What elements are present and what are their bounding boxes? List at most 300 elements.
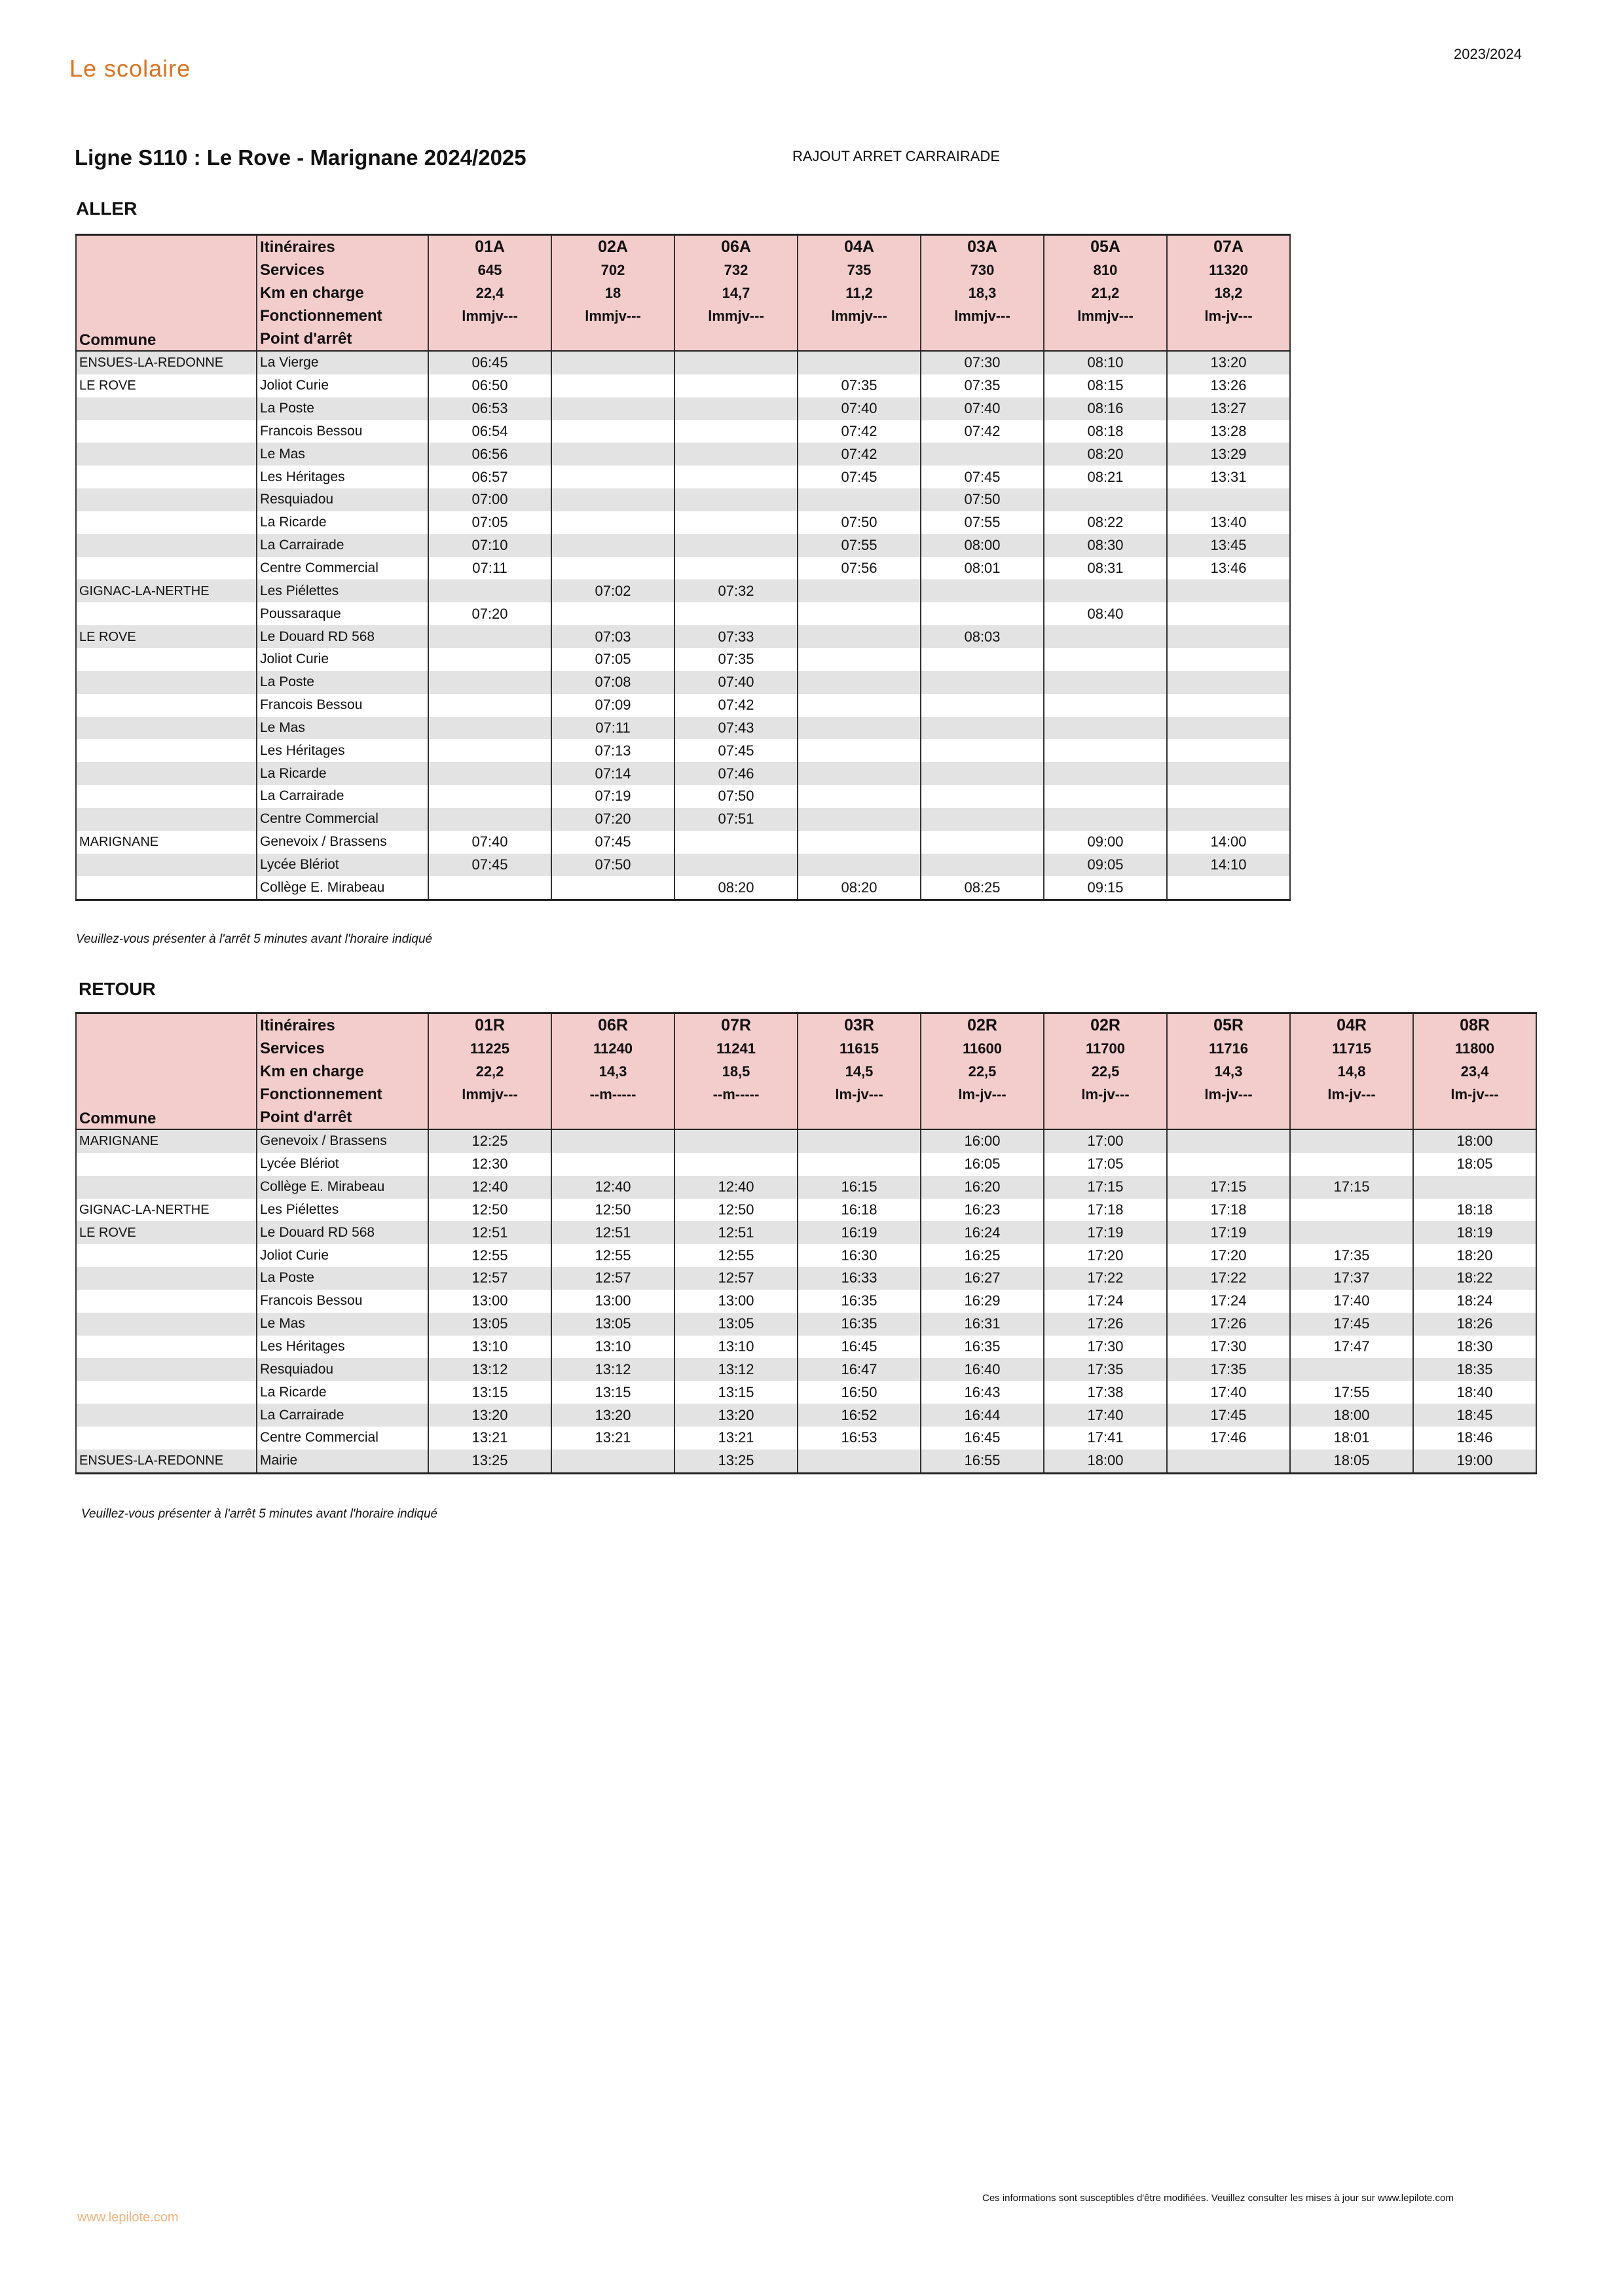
time-cell	[1044, 808, 1167, 831]
column-header-02r	[1044, 1013, 1167, 1130]
time-cell: 18:00	[1290, 1404, 1413, 1427]
time-cell: 18:05	[1413, 1153, 1536, 1176]
table-row	[76, 557, 1290, 580]
time-cell: 07:30	[921, 351, 1044, 374]
stop-cell: Francois Bessou	[257, 1290, 428, 1313]
time-cell: 08:00	[921, 534, 1044, 557]
time-cell: 17:00	[1044, 1129, 1167, 1153]
time-cell	[674, 420, 798, 443]
table-row	[76, 1199, 1536, 1222]
time-cell: 18:00	[1044, 1449, 1167, 1473]
stop-cell: Le Mas	[257, 717, 428, 740]
time-cell: 08:20	[674, 876, 798, 900]
stop-cell: Poussaraque	[257, 602, 428, 625]
column-km: 14,3	[599, 1063, 627, 1080]
time-cell: 17:18	[1167, 1199, 1290, 1222]
time-cell	[798, 854, 921, 877]
time-cell: 07:19	[551, 785, 674, 808]
stop-cell: La Carrairade	[257, 534, 428, 557]
time-cell: 09:00	[1044, 831, 1167, 854]
time-cell	[551, 374, 674, 397]
aller-disclaimer: Veuillez-vous présenter à l'arrêt 5 minutes avant l'horaire indiqué	[76, 932, 433, 946]
time-cell	[798, 671, 921, 694]
time-cell: 16:15	[798, 1176, 921, 1199]
commune-cell	[76, 1267, 257, 1290]
time-cell: 12:40	[674, 1176, 798, 1199]
time-cell: 07:50	[674, 785, 798, 808]
time-cell	[674, 557, 798, 580]
retour-timetable	[75, 1012, 1537, 1474]
column-itin: 01R	[475, 1016, 505, 1034]
time-cell: 13:25	[428, 1449, 551, 1473]
column-itin: 07R	[721, 1016, 751, 1034]
time-cell: 07:42	[798, 420, 921, 443]
stop-cell: La Carrairade	[257, 1404, 428, 1427]
time-cell	[551, 557, 674, 580]
column-header-08r	[1413, 1013, 1536, 1130]
stop-cell: Collège E. Mirabeau	[257, 1176, 428, 1199]
time-cell: 07:35	[798, 374, 921, 397]
commune-cell	[76, 717, 257, 740]
time-cell: 18:18	[1413, 1199, 1536, 1222]
time-cell: 07:40	[428, 831, 551, 854]
time-cell: 13:05	[428, 1313, 551, 1336]
column-km: 18,2	[1214, 285, 1243, 301]
stop-cell: Resquiadou	[257, 1358, 428, 1381]
time-cell: 12:51	[428, 1221, 551, 1244]
table-row	[76, 1381, 1536, 1404]
time-cell: 13:21	[428, 1427, 551, 1449]
time-cell	[1167, 671, 1290, 694]
time-cell: 13:45	[1167, 534, 1290, 557]
time-cell	[674, 374, 798, 397]
time-cell: 16:35	[798, 1313, 921, 1336]
commune-cell	[76, 1427, 257, 1449]
time-cell: 12:55	[551, 1244, 674, 1267]
column-header-05a	[1044, 235, 1167, 352]
commune-cell	[76, 1381, 257, 1404]
time-cell	[1167, 602, 1290, 625]
table-row	[76, 1153, 1536, 1176]
time-cell	[1044, 739, 1167, 762]
aller-section-label: ALLER	[76, 198, 138, 219]
time-cell	[1167, 648, 1290, 671]
time-cell: 17:15	[1290, 1176, 1413, 1199]
time-cell	[551, 1153, 674, 1176]
column-service: 11716	[1209, 1040, 1248, 1057]
time-cell: 16:40	[921, 1358, 1044, 1381]
column-km: 22,2	[475, 1063, 504, 1080]
time-cell: 16:23	[921, 1199, 1044, 1222]
time-cell: 12:40	[551, 1176, 674, 1199]
column-km: 18,3	[968, 285, 997, 301]
time-cell: 07:51	[674, 808, 798, 831]
commune-cell	[76, 671, 257, 694]
column-header-06a	[674, 235, 798, 352]
time-cell	[1044, 579, 1167, 602]
table-row	[76, 443, 1290, 465]
time-cell: 13:00	[551, 1290, 674, 1313]
time-cell	[674, 465, 798, 488]
table-row	[76, 351, 1290, 374]
time-cell: 07:40	[921, 397, 1044, 420]
stop-cell: Resquiadou	[257, 488, 428, 511]
table-row	[76, 831, 1290, 854]
time-cell: 13:10	[674, 1336, 798, 1358]
commune-cell	[76, 1176, 257, 1199]
stop-cell: Le Mas	[257, 1313, 428, 1336]
time-cell	[551, 351, 674, 374]
time-cell: 12:57	[674, 1267, 798, 1290]
time-cell	[798, 1449, 921, 1473]
stop-cell: Le Douard RD 568	[257, 1221, 428, 1244]
time-cell: 17:40	[1044, 1404, 1167, 1427]
stop-cell: La Vierge	[257, 351, 428, 374]
time-cell: 13:20	[1167, 351, 1290, 374]
time-cell	[921, 785, 1044, 808]
time-cell: 16:45	[798, 1336, 921, 1358]
time-cell: 12:57	[428, 1267, 551, 1290]
time-cell: 13:12	[428, 1358, 551, 1381]
time-cell: 08:40	[1044, 602, 1167, 625]
time-cell: 13:28	[1167, 420, 1290, 443]
time-cell: 07:50	[798, 511, 921, 534]
time-cell: 07:05	[551, 648, 674, 671]
commune-header	[76, 235, 257, 352]
time-cell: 13:21	[551, 1427, 674, 1449]
time-cell: 08:03	[921, 625, 1044, 648]
stop-cell: Le Douard RD 568	[257, 625, 428, 648]
time-cell	[1290, 1129, 1413, 1153]
table-row	[76, 1358, 1536, 1381]
column-itin: 08R	[1460, 1016, 1490, 1034]
column-km: 14,7	[722, 285, 750, 301]
time-cell: 07:45	[921, 465, 1044, 488]
commune-cell	[76, 1244, 257, 1267]
time-cell: 13:00	[428, 1290, 551, 1313]
column-itin: 04R	[1337, 1016, 1367, 1034]
time-cell	[921, 602, 1044, 625]
time-cell: 17:37	[1290, 1267, 1413, 1290]
time-cell	[551, 602, 674, 625]
time-cell: 17:46	[1167, 1427, 1290, 1449]
table-row	[76, 1427, 1536, 1449]
time-cell: 16:30	[798, 1244, 921, 1267]
column-fonc: lm-jv---	[1081, 1086, 1130, 1102]
column-fonc: lm-jv---	[1204, 308, 1253, 324]
time-cell	[798, 1129, 921, 1153]
time-cell: 13:05	[551, 1313, 674, 1336]
time-cell: 07:14	[551, 762, 674, 785]
stop-cell: Genevoix / Brassens	[257, 831, 428, 854]
column-header-01r	[428, 1013, 551, 1130]
commune-cell	[76, 397, 257, 420]
table-row	[76, 1267, 1536, 1290]
time-cell: 12:55	[674, 1244, 798, 1267]
time-cell: 13:15	[674, 1381, 798, 1404]
time-cell: 12:51	[674, 1221, 798, 1244]
time-cell: 13:20	[428, 1404, 551, 1427]
commune-cell	[76, 648, 257, 671]
time-cell: 08:01	[921, 557, 1044, 580]
table-row	[76, 1336, 1536, 1358]
time-cell: 16:31	[921, 1313, 1044, 1336]
commune-cell	[76, 465, 257, 488]
time-cell	[1167, 488, 1290, 511]
time-cell	[921, 831, 1044, 854]
time-cell: 07:03	[551, 625, 674, 648]
column-service: 11700	[1086, 1040, 1125, 1057]
time-cell: 17:15	[1044, 1176, 1167, 1199]
stop-cell: Joliot Curie	[257, 374, 428, 397]
time-cell	[921, 739, 1044, 762]
table-row	[76, 762, 1290, 785]
commune-cell: ENSUES-LA-REDONNE	[76, 351, 257, 374]
time-cell	[1167, 762, 1290, 785]
time-cell	[674, 1129, 798, 1153]
time-cell	[551, 397, 674, 420]
column-km: 14,8	[1337, 1063, 1366, 1080]
column-service: 645	[477, 262, 502, 278]
time-cell: 17:45	[1290, 1313, 1413, 1336]
time-cell: 13:12	[674, 1358, 798, 1381]
footer-website[interactable]: www.lepilote.com	[77, 2210, 179, 2225]
time-cell: 09:05	[1044, 854, 1167, 877]
time-cell: 12:30	[428, 1153, 551, 1176]
header-row	[76, 235, 1290, 352]
commune-cell	[76, 1290, 257, 1313]
time-cell	[1290, 1199, 1413, 1222]
column-km: 11,2	[845, 285, 873, 301]
time-cell	[428, 876, 551, 900]
time-cell: 17:35	[1167, 1358, 1290, 1381]
time-cell	[674, 602, 798, 625]
time-cell: 07:05	[428, 511, 551, 534]
column-header-04r	[1290, 1013, 1413, 1130]
time-cell: 16:19	[798, 1221, 921, 1244]
time-cell: 12:25	[428, 1129, 551, 1153]
time-cell: 17:41	[1044, 1427, 1167, 1449]
commune-header-label: Commune	[79, 331, 157, 349]
time-cell: 07:46	[674, 762, 798, 785]
time-cell: 18:35	[1413, 1358, 1536, 1381]
time-cell: 16:35	[798, 1290, 921, 1313]
header-label-0: Itinéraires	[260, 238, 335, 256]
column-fonc: lmmjv---	[462, 1086, 518, 1102]
table-row	[76, 694, 1290, 717]
stop-cell: La Poste	[257, 397, 428, 420]
time-cell: 06:50	[428, 374, 551, 397]
table-row	[76, 420, 1290, 443]
stop-cell: Mairie	[257, 1449, 428, 1473]
time-cell	[921, 762, 1044, 785]
time-cell	[921, 694, 1044, 717]
column-fonc: lm-jv---	[958, 1086, 1006, 1102]
time-cell: 13:31	[1167, 465, 1290, 488]
column-header-03a	[921, 235, 1044, 352]
stop-cell: Francois Bessou	[257, 420, 428, 443]
commune-cell	[76, 739, 257, 762]
time-cell	[798, 351, 921, 374]
time-cell: 07:32	[674, 579, 798, 602]
time-cell: 16:20	[921, 1176, 1044, 1199]
row-labels-header	[257, 235, 428, 352]
time-cell	[551, 1449, 674, 1473]
stop-cell: La Ricarde	[257, 511, 428, 534]
time-cell: 07:09	[551, 694, 674, 717]
time-cell: 13:10	[428, 1336, 551, 1358]
time-cell: 07:10	[428, 534, 551, 557]
commune-cell	[76, 1313, 257, 1336]
time-cell: 07:56	[798, 557, 921, 580]
commune-cell: MARIGNANE	[76, 1129, 257, 1153]
time-cell	[674, 1153, 798, 1176]
time-cell: 07:13	[551, 739, 674, 762]
stop-cell: Les Piélettes	[257, 579, 428, 602]
time-cell: 09:15	[1044, 876, 1167, 900]
time-cell	[1167, 808, 1290, 831]
column-header-02a	[551, 235, 674, 352]
time-cell: 16:43	[921, 1381, 1044, 1404]
table-row	[76, 625, 1290, 648]
time-cell	[551, 443, 674, 465]
time-cell: 06:57	[428, 465, 551, 488]
column-header-07r	[674, 1013, 798, 1130]
time-cell: 13:20	[674, 1404, 798, 1427]
commune-cell: GIGNAC-LA-NERTHE	[76, 1199, 257, 1222]
column-service: 732	[724, 262, 748, 278]
column-km: 22,5	[968, 1063, 997, 1080]
time-cell: 17:30	[1167, 1336, 1290, 1358]
time-cell	[798, 831, 921, 854]
column-km: 22,4	[475, 285, 504, 301]
table-row	[76, 488, 1290, 511]
time-cell: 07:02	[551, 579, 674, 602]
stop-cell: Francois Bessou	[257, 694, 428, 717]
stop-cell: Centre Commercial	[257, 1427, 428, 1449]
time-cell: 17:47	[1290, 1336, 1413, 1358]
time-cell	[921, 648, 1044, 671]
commune-cell	[76, 534, 257, 557]
header-label-3: Fonctionnement	[260, 307, 382, 325]
time-cell: 16:00	[921, 1129, 1044, 1153]
time-cell	[428, 762, 551, 785]
column-header-06r	[551, 1013, 674, 1130]
time-cell	[428, 625, 551, 648]
commune-cell	[76, 876, 257, 900]
time-cell: 07:50	[551, 854, 674, 877]
time-cell: 06:56	[428, 443, 551, 465]
time-cell: 16:52	[798, 1404, 921, 1427]
time-cell	[1044, 671, 1167, 694]
column-km: 21,2	[1091, 285, 1120, 301]
time-cell	[1167, 739, 1290, 762]
time-cell: 16:55	[921, 1449, 1044, 1473]
time-cell	[1167, 579, 1290, 602]
column-service: 11225	[470, 1040, 509, 1057]
retour-disclaimer: Veuillez-vous présenter à l'arrêt 5 minutes avant l'horaire indiqué	[81, 1507, 438, 1521]
time-cell: 13:10	[551, 1336, 674, 1358]
column-itin: 02R	[967, 1016, 997, 1034]
time-cell: 17:24	[1167, 1290, 1290, 1313]
column-itin: 02A	[598, 238, 628, 256]
table-row	[76, 579, 1290, 602]
column-itin: 05A	[1090, 238, 1120, 256]
time-cell: 13:15	[551, 1381, 674, 1404]
stop-cell: La Ricarde	[257, 1381, 428, 1404]
time-cell	[798, 739, 921, 762]
time-cell: 16:24	[921, 1221, 1044, 1244]
table-row	[76, 785, 1290, 808]
time-cell	[798, 1153, 921, 1176]
table-row	[76, 397, 1290, 420]
time-cell: 07:42	[921, 420, 1044, 443]
column-itin: 01A	[475, 238, 505, 256]
time-cell: 17:20	[1044, 1244, 1167, 1267]
stop-cell: Les Piélettes	[257, 1199, 428, 1222]
time-cell: 17:24	[1044, 1290, 1167, 1313]
table-row	[76, 1129, 1536, 1153]
time-cell	[1044, 717, 1167, 740]
document-year: 2023/2024	[1454, 46, 1522, 62]
table-row	[76, 1244, 1536, 1267]
table-row	[76, 1176, 1536, 1199]
time-cell	[1167, 785, 1290, 808]
time-cell	[1044, 648, 1167, 671]
time-cell	[798, 602, 921, 625]
time-cell: 16:47	[798, 1358, 921, 1381]
time-cell: 17:35	[1290, 1244, 1413, 1267]
time-cell	[1044, 785, 1167, 808]
column-km: 22,5	[1091, 1063, 1120, 1080]
time-cell	[551, 876, 674, 900]
commune-cell	[76, 854, 257, 877]
stop-cell: La Poste	[257, 671, 428, 694]
header-label-4: Point d'arrêt	[260, 330, 352, 348]
time-cell	[1290, 1153, 1413, 1176]
time-cell	[1044, 625, 1167, 648]
time-cell	[1290, 1221, 1413, 1244]
commune-cell	[76, 785, 257, 808]
time-cell	[428, 785, 551, 808]
commune-cell	[76, 602, 257, 625]
time-cell: 18:20	[1413, 1244, 1536, 1267]
time-cell: 13:00	[674, 1290, 798, 1313]
column-header-02r	[921, 1013, 1044, 1130]
time-cell	[1044, 762, 1167, 785]
column-service: 11715	[1332, 1040, 1371, 1057]
time-cell: 12:40	[428, 1176, 551, 1199]
table-row	[76, 602, 1290, 625]
column-header-03r	[798, 1013, 921, 1130]
time-cell: 13:27	[1167, 397, 1290, 420]
table-row	[76, 1221, 1536, 1244]
time-cell: 08:18	[1044, 420, 1167, 443]
time-cell	[921, 808, 1044, 831]
stop-cell: Centre Commercial	[257, 557, 428, 580]
time-cell: 07:45	[798, 465, 921, 488]
time-cell: 06:54	[428, 420, 551, 443]
time-cell: 13:46	[1167, 557, 1290, 580]
time-cell: 18:22	[1413, 1267, 1536, 1290]
time-cell: 16:25	[921, 1244, 1044, 1267]
time-cell	[921, 443, 1044, 465]
time-cell	[798, 488, 921, 511]
column-itin: 03A	[967, 238, 997, 256]
column-header-04a	[798, 235, 921, 352]
commune-cell: ENSUES-LA-REDONNE	[76, 1449, 257, 1473]
commune-cell	[76, 420, 257, 443]
